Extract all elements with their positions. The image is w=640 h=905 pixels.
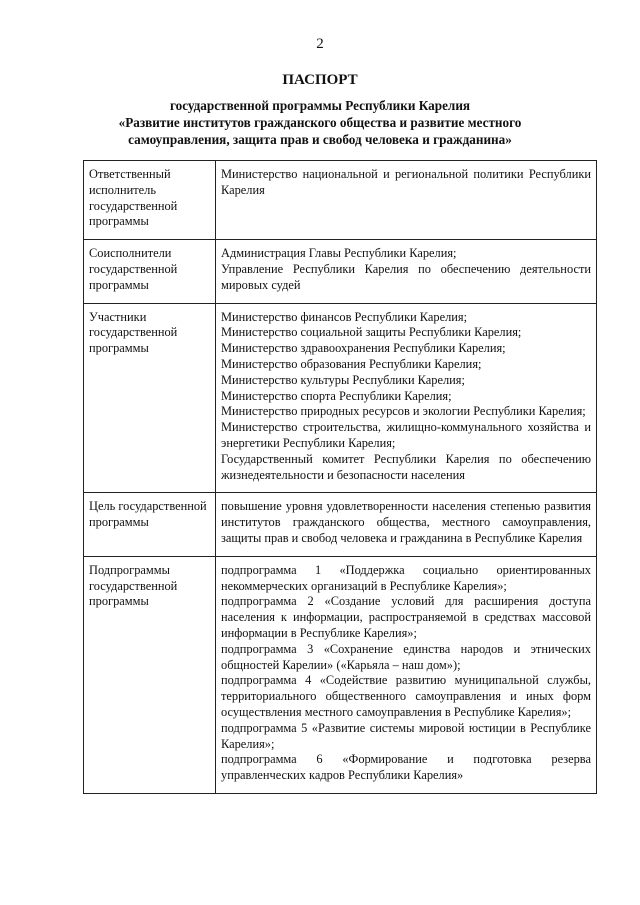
value-line: подпрограмма 6 «Формирование и подготовка резерва управленческих кадров Республики Карелия» (221, 752, 591, 783)
table-row-responsible-executor (84, 161, 597, 240)
row-value (216, 556, 597, 793)
value-line: подпрограмма 2 «Создание условий для расширения доступа населения к информации, распространяемой в средствах массовой информации в Республике Карелия»; (221, 594, 591, 640)
value-line: Министерство строительства, жилищно-коммунального хозяйства и энергетики Республики Карелия; (221, 420, 591, 450)
row-value (216, 161, 597, 240)
row-label: Соисполнители государственной программы (84, 240, 216, 303)
value-line: повышение уровня удовлетворенности населения степенью развития институтов гражданского общества, местного самоуправления, защиты прав и свобод человека и гражданина в Республике Карелия (221, 499, 591, 545)
value-line: Администрация Главы Республики Карелия; (221, 246, 457, 261)
subtitle-line: «Развитие институтов гражданского общества и развитие местного (118, 115, 522, 130)
document-subtitle (80, 97, 560, 148)
value-line: подпрограмма 5 «Развитие системы мировой юстиции в Республике Карелия»; (221, 720, 591, 751)
value-line: Государственный комитет Республики Карелия по обеспечению жизнедеятельности и безопасности населения (221, 451, 591, 482)
table-row-co-executors (84, 240, 597, 303)
row-label: Участники государственной программы (84, 303, 216, 493)
row-label: Ответственный исполнитель государственной программы (84, 161, 216, 240)
page-number: 2 (316, 36, 324, 52)
row-value (216, 303, 597, 493)
value-line: Министерство спорта Республики Карелия; (221, 388, 452, 403)
value-line: Министерство национальной и региональной политики Республики Карелия (221, 167, 591, 197)
value-line: Управление Республики Карелия по обеспечению деятельности мировых судей (221, 261, 591, 292)
value-line: Министерство социальной защиты Республики Карелия; (221, 325, 522, 340)
table-row-goal (84, 493, 597, 556)
subtitle-line: самоуправления, защита прав и свобод человека и гражданина» (128, 132, 512, 147)
value-line: Министерство природных ресурсов и экологии Республики Карелия; (221, 404, 586, 419)
value-line: Министерство здравоохранения Республики Карелия; (221, 341, 506, 356)
document-title: ПАСПОРТ (282, 72, 358, 88)
value-line: подпрограмма 3 «Сохранение единства народов и этнических общностей Карелии» («Карьяла – наш дом»); (221, 641, 591, 672)
value-line: подпрограмма 4 «Содействие развитию муниципальной службы, территориального общественного самоуправления и иных форм осуществления местного самоуправления в Республике Карелия»; (221, 673, 591, 719)
value-line: Министерство культуры Республики Карелия; (221, 372, 465, 387)
table-row-subprograms (84, 556, 597, 793)
row-value (216, 240, 597, 303)
row-label: Подпрограммы государственной программы (84, 556, 216, 793)
row-value (216, 493, 597, 556)
value-line: подпрограмма 1 «Поддержка социально ориентированных некоммерческих организаций в Республике Карелия»; (221, 562, 591, 593)
row-label: Цель государственной программы (84, 493, 216, 556)
passport-table (83, 160, 597, 794)
table-row-participants (84, 303, 597, 493)
value-line: Министерство образования Республики Карелия; (221, 356, 482, 371)
subtitle-line: государственной программы Республики Карелия (169, 98, 471, 113)
value-line: Министерство финансов Республики Карелия; (221, 309, 468, 324)
